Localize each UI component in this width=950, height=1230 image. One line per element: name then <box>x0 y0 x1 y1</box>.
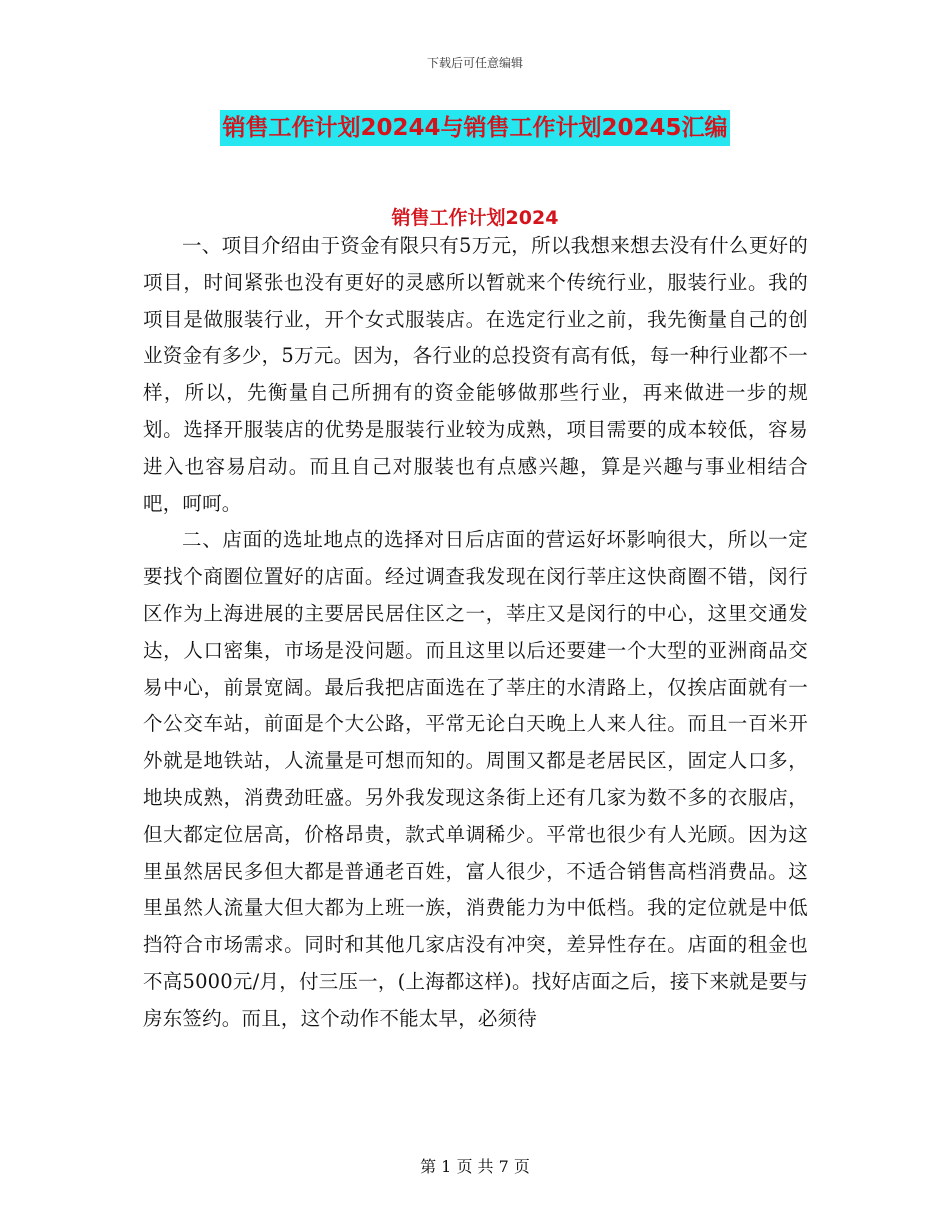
paragraph-1: 一、项目介绍由于资金有限只有5万元，所以我想来想去没有什么更好的项目，时间紧张也没有更好的灵感所以暂就来个传统行业，服装行业。我的项目是做服装行业，开个女式服装店。在选定行业之前，我先衡量自己的创业资金有多少，5万元。因为，各行业的总投资有高有低，每一种行业都不一样，所以，先衡量自己所拥有的资金能够做那些行业，再来做进一步的规划。选择开服装店的优势是服装行业较为成熟，项目需要的成本较低，容易进入也容易启动。而且自己对服装也有点感兴趣，算是兴趣与事业相结合吧，呵呵。 <box>143 234 808 515</box>
body-text <box>143 228 808 1038</box>
paragraph-2: 二、店面的选址地点的选择对日后店面的营运好坏影响很大，所以一定要找个商圈位置好的店面。经过调查我发现在闵行莘庄这快商圈不错，闵行区作为上海进展的主要居民居住区之一，莘庄又是闵行的中心，这里交通发达，人口密集，市场是没问题。而且这里以后还要建一个大型的亚洲商品交易中心，前景宽阔。最后我把店面选在了莘庄的水清路上，仅挨店面就有一个公交车站，前面是个大公路，平常无论白天晚上人来人往。而且一百米开外就是地铁站，人流量是可想而知的。周围又都是老居民区，固定人口多，地块成熟，消费劲旺盛。另外我发现这条街上还有几家为数不多的衣服店，但大都定位居高，价格昂贵，款式单调稀少。平常也很少有人光顾。因为这里虽然居民多但大都是普通老百姓，富人很少，不适合销售高档消费品。这里虽然人流量大但大都为上班一族，消费能力为中低档。我的定位就是中低挡符合市场需求。同时和其他几家店没有冲突，差异性存在。店面的租金也不高5000元/月，付三压一，(上海都这样)。找好店面之后，接下来就是要与房东签约。而且，这个动作不能太早，必须待 <box>143 528 808 1030</box>
document-title: 销售工作计划20244与销售工作计划20245汇编 <box>220 110 729 146</box>
document-title-container <box>0 110 950 146</box>
section-title: 销售工作计划2024 <box>391 207 559 229</box>
page-footer: 第 1 页 共 7 页 <box>420 1157 530 1176</box>
header-note: 下载后可任意编辑 <box>426 56 523 70</box>
